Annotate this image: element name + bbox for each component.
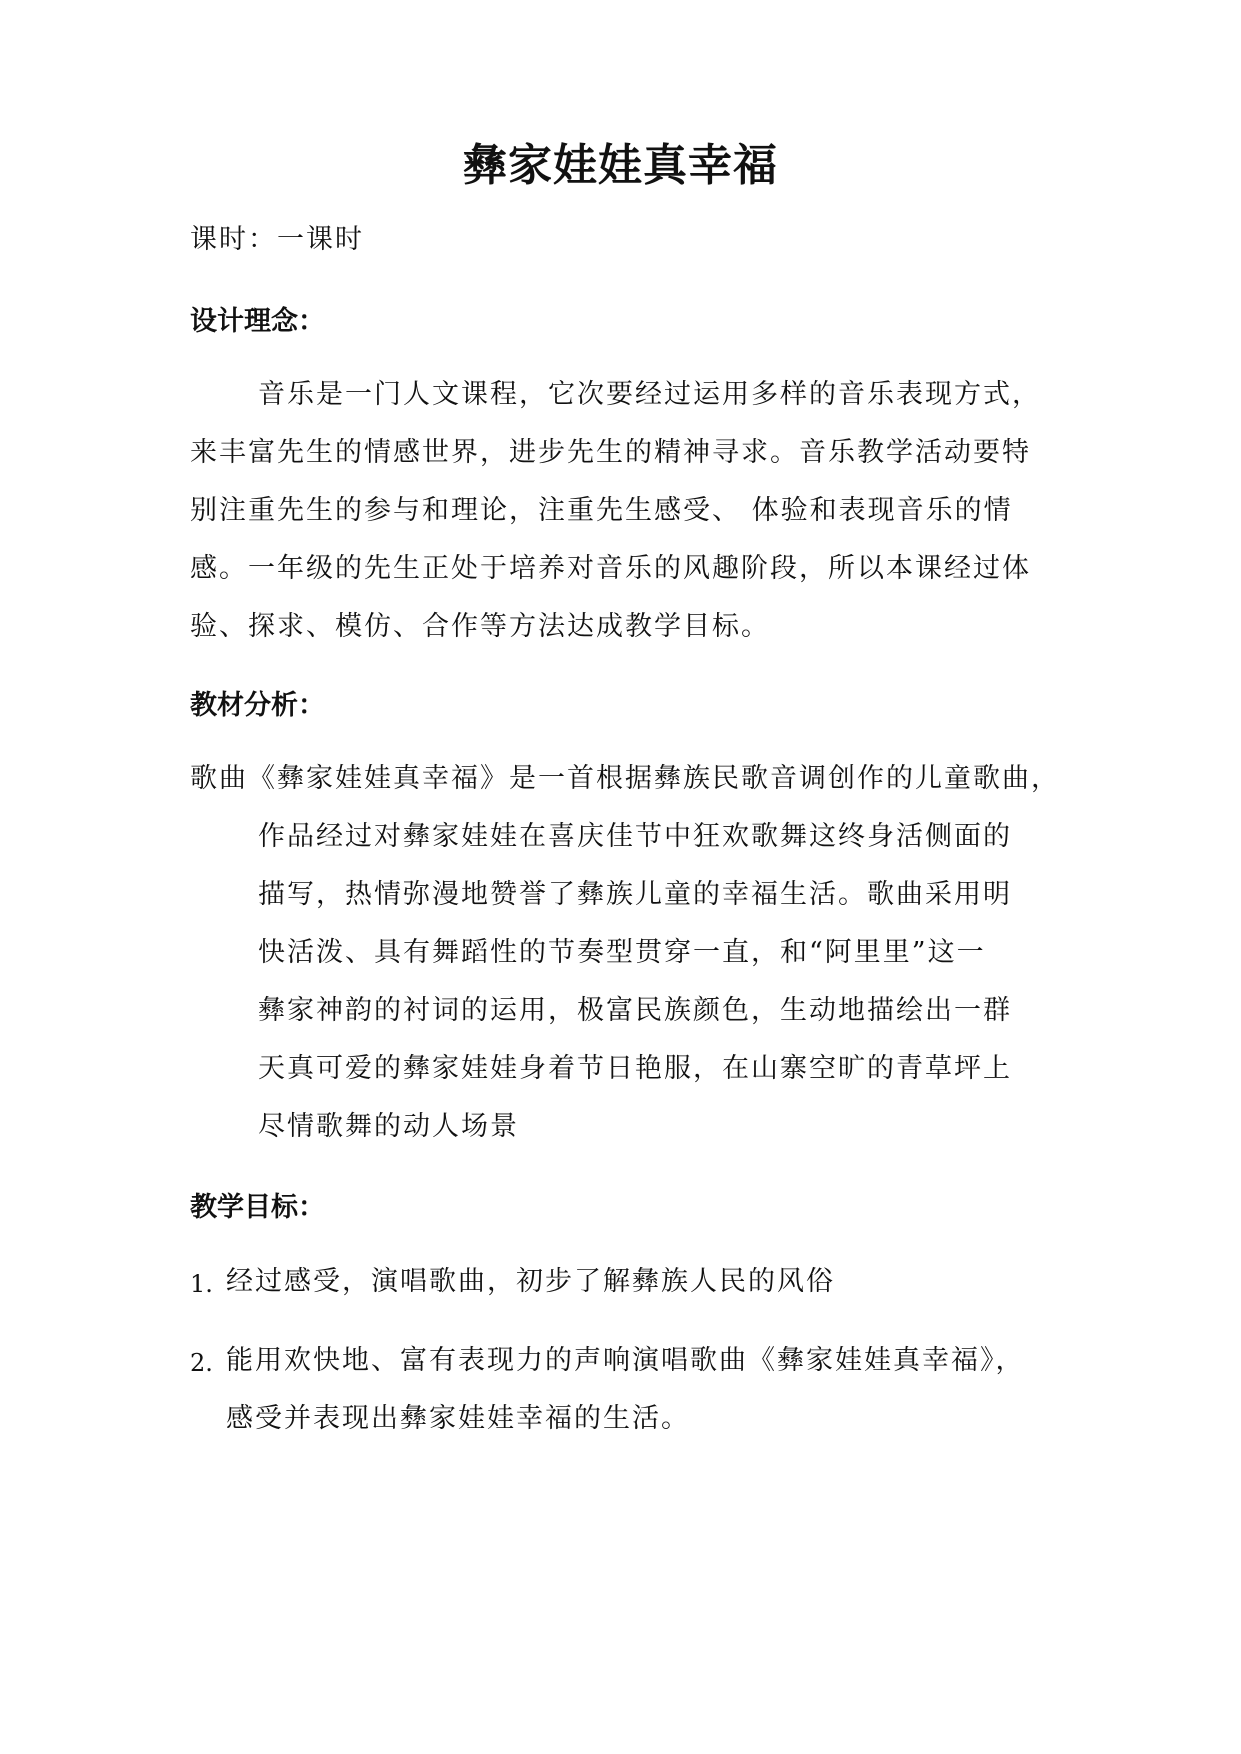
goal-number: 1. <box>190 1270 213 1298</box>
goal-number: 2. <box>190 1349 213 1377</box>
material-analysis-line: 彝家神韵的衬词的运用，极富民族颜色，生动地描绘出一群 <box>258 995 1012 1026</box>
material-analysis-line: 作品经过对彝家娃娃在喜庆佳节中狂欢歌舞这终身活侧面的 <box>258 821 1012 852</box>
design-concept-line: 别注重先生的参与和理论，注重先生感受、 体验和表现音乐的情 <box>190 495 1013 526</box>
teaching-goals-heading: 教学目标： <box>190 1192 325 1223</box>
material-analysis-line: 快活泼、具有舞蹈性的节奏型贯穿一直，和“阿里里”这一 <box>258 937 986 968</box>
material-analysis-line: 歌曲《彝家娃娃真幸福》是一首根据彝族民歌音调创作的儿童歌曲， <box>190 763 1060 794</box>
design-concept-heading: 设计理念： <box>190 306 325 337</box>
material-analysis-heading: 教材分析： <box>190 690 325 721</box>
class-hours: 课时：一课时 <box>190 224 364 255</box>
design-concept-line: 感。一年级的先生正处于培养对音乐的风趣阶段，所以本课经过体 <box>190 553 1031 584</box>
material-analysis-line: 尽情歌舞的动人场景 <box>258 1111 519 1142</box>
material-analysis-line: 天真可爱的彝家娃娃身着节日艳服，在山寨空旷的青草坪上 <box>258 1053 1012 1084</box>
material-analysis-line: 描写，热情弥漫地赞誉了彝族儿童的幸福生活。歌曲采用明 <box>258 879 1012 910</box>
goal-text: 经过感受，演唱歌曲，初步了解彝族人民的风俗 <box>226 1266 835 1297</box>
design-concept-line: 验、探求、模仿、合作等方法达成教学目标。 <box>190 611 770 642</box>
goal-text: 能用欢快地、富有表现力的声响演唱歌曲《彝家娃娃真幸福》， <box>226 1345 1025 1376</box>
design-concept-line: 音乐是一门人文课程，它次要经过运用多样的音乐表现方式， <box>258 379 1041 410</box>
goal-text: 感受并表现出彝家娃娃幸福的生活。 <box>226 1403 690 1434</box>
document-title: 彝家娃娃真幸福 <box>463 140 778 191</box>
design-concept-line: 来丰富先生的情感世界，进步先生的精神寻求。音乐教学活动要特 <box>190 437 1031 468</box>
